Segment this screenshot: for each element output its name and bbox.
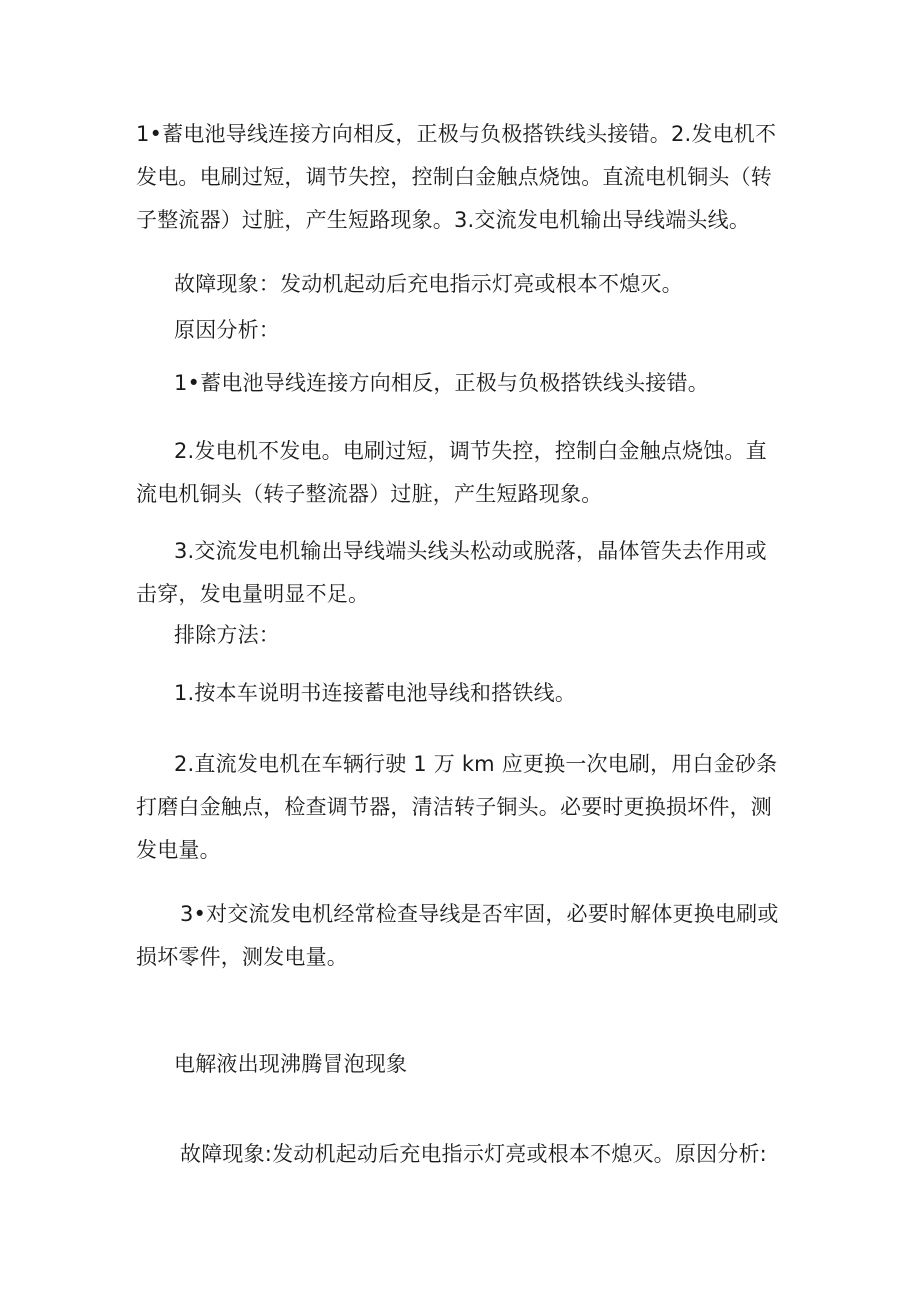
- paragraph-remedy-1: 1.按本车说明书连接蓄电池导线和搭铁线。: [174, 681, 577, 705]
- paragraph-remedy-heading: 排除方法：: [174, 623, 280, 647]
- paragraph-cause-2: 2.发电机不发电。电刷过短，调节失控，控制白金触点烧蚀。直流电机铜头（转子整流器）过脏，产生短路现象。: [136, 439, 767, 506]
- paragraph-fault-symptom: 故障现象：发动机起动后充电指示灯亮或根本不熄灭。: [174, 272, 683, 296]
- section-heading-electrolyte-boiling: 电解液出现沸腾冒泡现象: [174, 1052, 408, 1076]
- paragraph-remedy-2: 2.直流发电机在车辆行驶 1 万 km 应更换一次电刷，用白金砂条打磨白金触点，检查调节器，清洁转子铜头。必要时更换损坏件，测发电量。: [136, 752, 778, 862]
- paragraph-cause-3: 3.交流发电机输出导线端头线头松动或脱落，晶体管失去作用或击穿，发电量明显不足。: [136, 539, 767, 606]
- paragraph-cause-analysis-heading: 原因分析：: [174, 318, 280, 342]
- paragraph-remedy-3: 3•对交流发电机经常检查导线是否牢固，必要时解体更换电刷或损坏零件，测发电量。: [136, 902, 779, 969]
- paragraph-cause-summary: 1•蓄电池导线连接方向相反，正极与负极搭铁线头接错。2.发电机不发电。电刷过短，调节失控，控制白金触点烧蚀。直流电机铜头（转子整流器）过脏，产生短路现象。3.交流发电机输出导线端头线。: [136, 122, 777, 232]
- paragraph-cause-1: 1•蓄电池导线连接方向相反，正极与负极搭铁线头接错。: [174, 371, 709, 395]
- paragraph-fault-symptom-2: 故障现象:发动机起动后充电指示灯亮或根本不熄灭。原因分析:: [180, 1142, 767, 1166]
